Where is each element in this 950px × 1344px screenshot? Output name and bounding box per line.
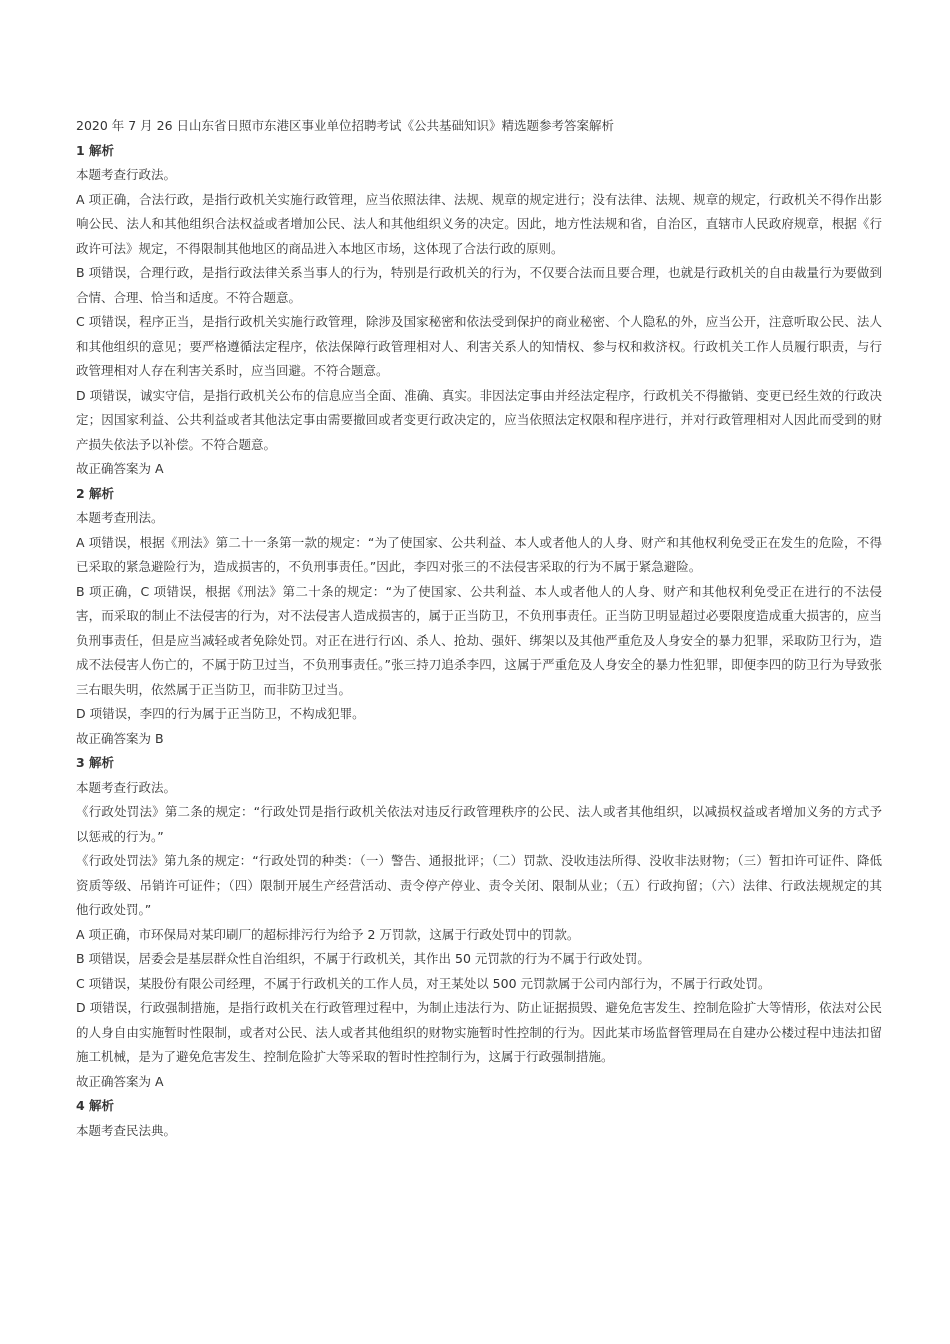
paragraph: D 项错误，李四的行为属于正当防卫，不构成犯罪。 <box>76 706 365 721</box>
answer-line: 故正确答案为 A <box>76 1073 164 1089</box>
document-page <box>76 114 882 1143</box>
paragraph: B 项错误，居委会是基层群众性自治组织，不属于行政机关，其作出 50 元罚款的行为不属于行政处罚。 <box>76 951 650 966</box>
paragraph: A 项正确，合法行政，是指行政机关实施行政管理，应当依照法律、法规、规章的规定进行；没有法律、法规、规章的规定，行政机关不得作出影响公民、法人和其他组织合法权益或者增加公民、法人和其他组织义务的决定。因此，地方性法规和省，自治区，直辖市人民政府规章，根据《行政许可法》规定，不得限制其他地区的商品进入本地区市场，这体现了合法行政的原则。 <box>76 191 882 256</box>
paragraph: 本题考查民法典。 <box>76 1122 177 1138</box>
answer-line: 故正确答案为 B <box>76 730 164 746</box>
paragraph: A 项错误，根据《刑法》第二十一条第一款的规定：“为了使国家、公共利益、本人或者他人的人身、财产和其他权利免受正在发生的危险，不得已采取的紧急避险行为，造成损害的，不负刑事责任。”因此，李四对张三的不法侵害采取的行为不属于紧急避险。 <box>76 534 882 574</box>
answer-section-4 <box>76 1094 882 1143</box>
paragraph: C 项错误，程序正当，是指行政机关实施行政管理，除涉及国家秘密和依法受到保护的商业秘密、个人隐私的外，应当公开，注意听取公民、法人和其他组织的意见；要严格遵循法定程序，依法保障行政管理相对人、利害关系人的知情权、参与权和救济权。行政机关工作人员履行职责，与行政管理相对人存在利害关系时，应当回避。不符合题意。 <box>76 314 882 378</box>
section-heading: 3 解析 <box>76 755 115 770</box>
section-heading: 1 解析 <box>76 142 115 158</box>
answer-section-1 <box>76 139 882 482</box>
document-title: 2020 年 7 月 26 日山东省日照市东港区事业单位招聘考试《公共基础知识》精选题参考答案解析 <box>76 118 615 133</box>
paragraph: 《行政处罚法》第二条的规定：“行政处罚是指行政机关依法对违反行政管理秩序的公民、法人或者其他组织，以减损权益或者增加义务的方式予以惩戒的行为。” <box>76 804 882 844</box>
paragraph: 本题考查行政法。 <box>76 167 177 182</box>
answer-line: 故正确答案为 A <box>76 461 164 476</box>
paragraph: B 项错误，合理行政，是指行政法律关系当事人的行为，特别是行政机关的行为，不仅要合法而且要合理，也就是行政机关的自由裁量行为要做到合情、合理、恰当和适度。不符合题意。 <box>76 265 882 305</box>
answer-section-2 <box>76 482 882 752</box>
paragraph: 本题考查行政法。 <box>76 779 177 795</box>
section-heading: 4 解析 <box>76 1098 115 1113</box>
paragraph: A 项正确，市环保局对某印刷厂的超标排污行为给予 2 万罚款，这属于行政处罚中的罚款。 <box>76 926 580 942</box>
paragraph: B 项正确，C 项错误，根据《刑法》第二十条的规定：“为了使国家、公共利益、本人或者他人的人身、财产和其他权利免受正在进行的不法侵害，而采取的制止不法侵害的行为，对不法侵害人造成损害的，属于正当防卫，不负刑事责任。正当防卫明显超过必要限度造成重大损害的，应当负刑事责任，但是应当减轻或者免除处罚。对正在进行行凶、杀人、抢劫、强奸、绑架以及其他严重危及人身安全的暴力犯罪，采取防卫行为，造成不法侵害人伤亡的，不属于防卫过当，不负刑事责任。”张三持刀追杀李四，这属于严重危及人身安全的暴力性犯罪，即便李四的防卫行为导致张三右眼失明，依然属于正当防卫，而非防卫过当。 <box>76 583 882 697</box>
paragraph: D 项错误，行政强制措施，是指行政机关在行政管理过程中，为制止违法行为、防止证据损毁、避免危害发生、控制危险扩大等情形，依法对公民的人身自由实施暂时性限制，或者对公民、法人或者其他组织的财物实施暂时性控制的行为。因此某市场监督管理局在自建办公楼过程中违法扣留施工机械，是为了避免危害发生、控制危险扩大等采取的暂时性控制行为，这属于行政强制措施。 <box>76 1000 882 1064</box>
paragraph: 本题考查刑法。 <box>76 510 164 525</box>
section-heading: 2 解析 <box>76 485 115 501</box>
answer-section-3 <box>76 751 882 1094</box>
paragraph: D 项错误，诚实守信，是指行政机关公布的信息应当全面、准确、真实。非因法定事由并经法定程序，行政机关不得撤销、变更已经生效的行政决定；因国家利益、公共利益或者其他法定事由需要撤回或者变更行政决定的，应当依照法定权限和程序进行，并对行政管理相对人因此而受到的财产损失依法予以补偿。不符合题意。 <box>76 387 882 452</box>
paragraph: 《行政处罚法》第九条的规定：“行政处罚的种类：（一）警告、通报批评；（二）罚款、没收违法所得、没收非法财物；（三）暂扣许可证件、降低资质等级、吊销许可证件；（四）限制开展生产经营活动、责令停产停业、责令关闭、限制从业；（五）行政拘留；（六）法律、行政法规规定的其他行政处罚。” <box>76 853 882 917</box>
paragraph: C 项错误，某股份有限公司经理，不属于行政机关的工作人员，对王某处以 500 元罚款属于公司内部行为，不属于行政处罚。 <box>76 975 771 991</box>
